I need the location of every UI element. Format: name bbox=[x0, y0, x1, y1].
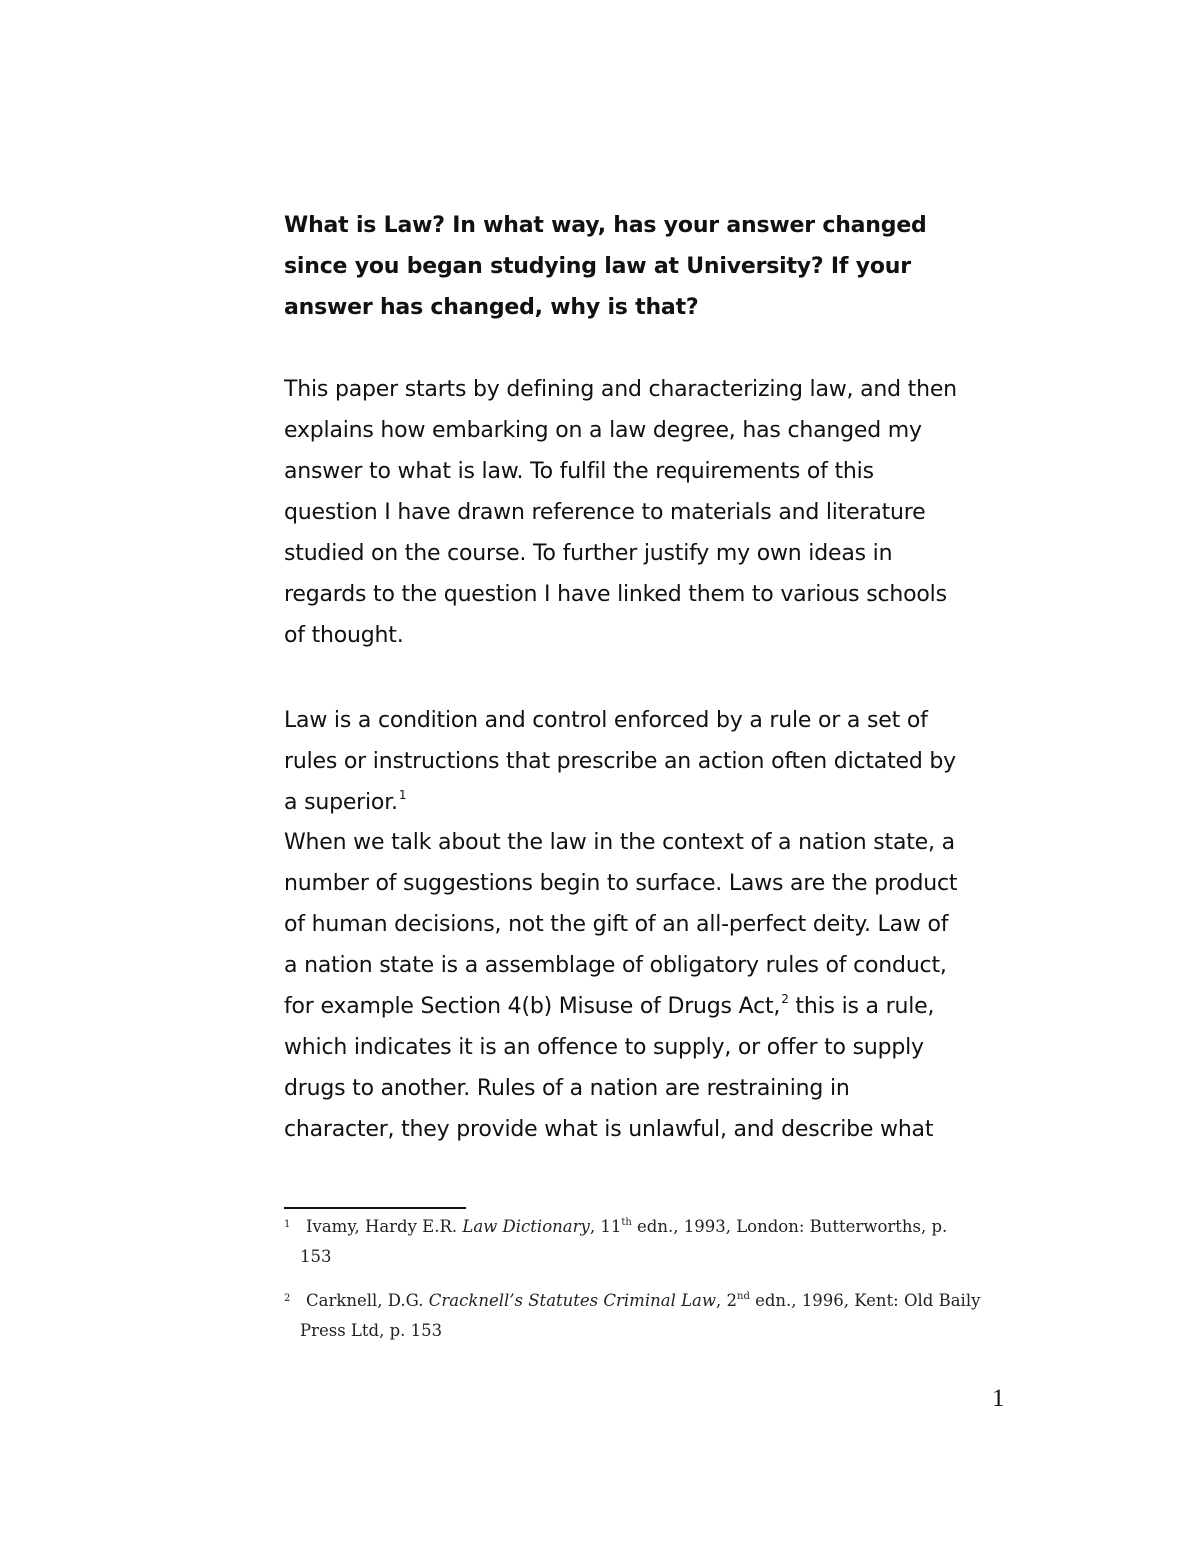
paragraph-line: question I have drawn reference to materials and literature bbox=[284, 500, 926, 525]
footnote-publication: edn., 1993, London: Butterworths, p. bbox=[631, 1217, 948, 1236]
title-line: since you began studying law at University? If your bbox=[284, 254, 911, 279]
paragraph-line bbox=[284, 782, 1024, 823]
paragraph-line: a nation state is a assemblage of obligatory rules of conduct, bbox=[284, 953, 947, 978]
paragraph-line: Law is a condition and control enforced by a rule or a set of bbox=[284, 708, 928, 733]
footnote-publication: edn., 1996, Kent: Old Baily bbox=[749, 1291, 981, 1310]
footnote-separator bbox=[284, 1207, 466, 1209]
footnote-first-line: 1 Ivamy, Hardy E.R. Law Dictionary, 11th edn., 1993, London: Butterworths, p. bbox=[284, 1217, 948, 1236]
footnote-author: Ivamy, Hardy E.R. bbox=[306, 1217, 463, 1236]
nation-state-paragraph bbox=[284, 822, 1024, 1150]
paragraph-line: This paper starts by defining and characterizing law, and then bbox=[284, 377, 957, 402]
paragraph-line bbox=[284, 986, 1024, 1027]
footnote-2 bbox=[284, 1286, 1024, 1346]
paragraph-line: answer to what is law. To fulfil the requirements of this bbox=[284, 459, 874, 484]
footnote-reference[interactable]: 2 bbox=[781, 992, 789, 1006]
footnote-edition-suffix: th bbox=[621, 1217, 632, 1228]
essay-title bbox=[284, 205, 1024, 328]
paragraph-text: for example Section 4(b) Misuse of Drugs Act, bbox=[284, 994, 781, 1019]
intro-paragraph bbox=[284, 369, 1024, 656]
paragraph-line: character, they provide what is unlawful, and describe what bbox=[284, 1117, 934, 1142]
title-line: What is Law? In what way, has your answer changed bbox=[284, 213, 927, 238]
definition-paragraph bbox=[284, 700, 1024, 823]
paragraph-line: drugs to another. Rules of a nation are restraining in bbox=[284, 1076, 850, 1101]
footnote-edition: , 2 bbox=[716, 1291, 738, 1310]
paragraph-line: rules or instructions that prescribe an action often dictated by bbox=[284, 749, 956, 774]
title-line: answer has changed, why is that? bbox=[284, 295, 699, 320]
footnote-work-title: Law Dictionary bbox=[462, 1217, 590, 1236]
paragraph-line: which indicates it is an offence to supply, or offer to supply bbox=[284, 1035, 924, 1060]
paragraph-line: When we talk about the law in the context of a nation state, a bbox=[284, 830, 955, 855]
paragraph-text: a superior. bbox=[284, 790, 398, 815]
footnote-work-title: Cracknell’s Statutes Criminal Law bbox=[428, 1291, 717, 1310]
footnote-1 bbox=[284, 1212, 1024, 1272]
page-number: 1 bbox=[992, 1385, 1005, 1412]
paragraph-line: of human decisions, not the gift of an all-perfect deity. Law of bbox=[284, 912, 949, 937]
footnote-edition: , 11 bbox=[589, 1217, 622, 1236]
footnote-reference[interactable]: 1 bbox=[398, 788, 407, 802]
paragraph-line: of thought. bbox=[284, 623, 404, 648]
footnote-continuation: Press Ltd, p. 153 bbox=[300, 1321, 443, 1340]
paragraph-line: studied on the course. To further justify my own ideas in bbox=[284, 541, 893, 566]
paragraph-text: this is a rule, bbox=[788, 994, 935, 1019]
footnote-edition-suffix: nd bbox=[737, 1291, 750, 1302]
paragraph-line: regards to the question I have linked them to various schools bbox=[284, 582, 947, 607]
footnote-author: Carknell, D.G. bbox=[306, 1291, 429, 1310]
paragraph-line: number of suggestions begin to surface. Laws are the product bbox=[284, 871, 958, 896]
paragraph-line: explains how embarking on a law degree, has changed my bbox=[284, 418, 922, 443]
footnote-continuation: 153 bbox=[300, 1247, 332, 1266]
footnote-first-line: 2 Carknell, D.G. Cracknell’s Statutes Criminal Law, 2nd edn., 1996, Kent: Old Baily bbox=[284, 1291, 981, 1310]
